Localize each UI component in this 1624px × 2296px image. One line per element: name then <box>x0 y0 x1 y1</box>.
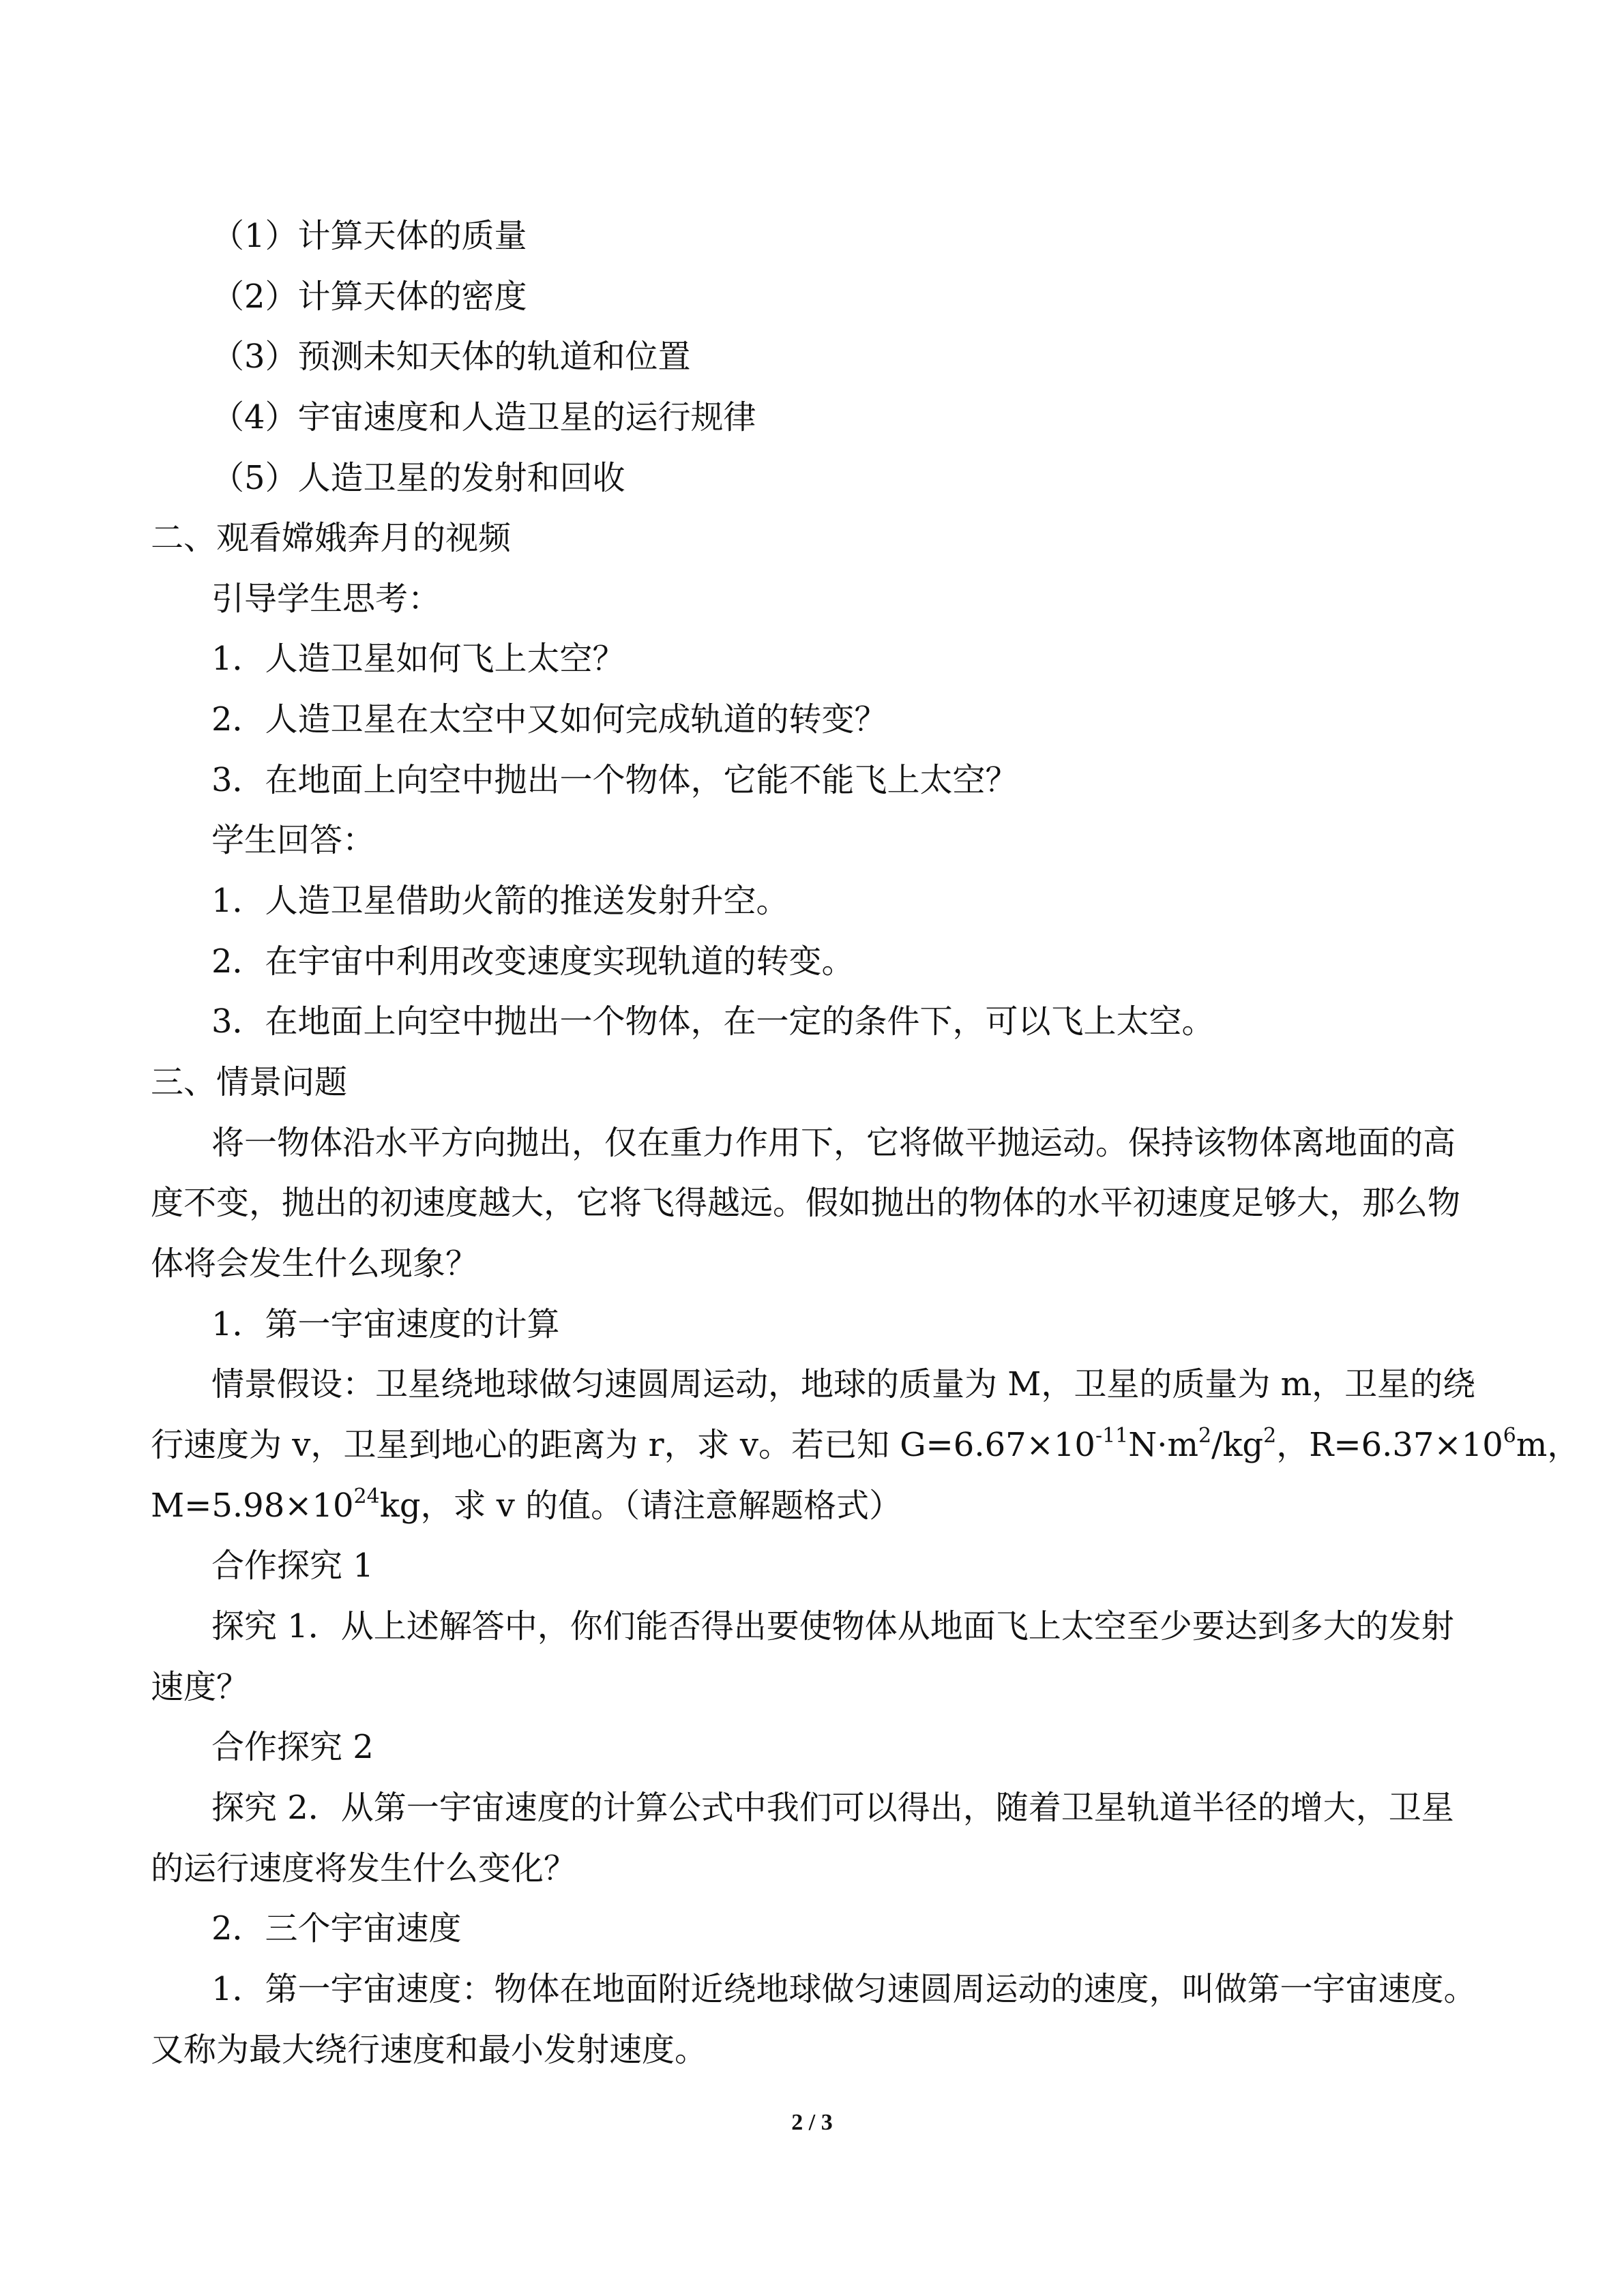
coop-inquiry-1-line-1: 探究 1．从上述解答中，你们能否得出要使物体从地面飞上太空至少要达到多大的发射 <box>211 1607 1454 1645</box>
hypothesis-line-3: $M=5.98\times 10^{24}kg$，求 v 的值。（请注意解题格式） <box>151 1485 902 1525</box>
coop-inquiry-2-line-1: 探究 2．从第一宇宙速度的计算公式中我们可以得出，随着卫星轨道半径的增大，卫星 <box>211 1789 1454 1827</box>
coop-inquiry-2-line-2: 的运行速度将发生什么变化？ <box>151 1849 577 1888</box>
question-1: 1．人造卫星如何飞上太空？ <box>211 640 625 678</box>
subheading-first-cosmic-velocity: 1．第一宇宙速度的计算 <box>211 1305 560 1343</box>
answer-1: 1．人造卫星借助火箭的推送发射升空。 <box>211 882 789 920</box>
hypothesis-line-1: 情景假设：卫星绕地球做匀速圆周运动，地球的质量为 M，卫星的质量为 m，卫星的绕 <box>211 1365 1476 1403</box>
intro-line-3: 体将会发生什么现象？ <box>151 1244 479 1283</box>
list-item-2: （2）计算天体的密度 <box>211 278 527 316</box>
coop-inquiry-1-title: 合作探究 1 <box>211 1547 374 1585</box>
definition-line-1: 1．第一宇宙速度：物体在地面附近绕地球做匀速圆周运动的速度，叫做第一宇宙速度。 <box>211 1970 1477 2008</box>
list-item-1: （1）计算天体的质量 <box>211 217 527 255</box>
answer-3: 3．在地面上向空中抛出一个物体，在一定的条件下，可以飞上太空。 <box>211 1002 1215 1041</box>
question-2: 2．人造卫星在太空中又如何完成轨道的转变？ <box>211 700 887 739</box>
prompt-label: 引导学生思考： <box>211 580 441 618</box>
section-heading-2: 二、观看嫦娥奔月的视频 <box>151 519 512 557</box>
section-heading-3: 三、情景问题 <box>151 1063 348 1101</box>
answer-label: 学生回答： <box>211 821 376 859</box>
list-item-3: （3）预测未知天体的轨道和位置 <box>211 338 691 376</box>
answer-2: 2．在宇宙中利用改变速度实现轨道的转变。 <box>211 942 855 981</box>
question-3: 3．在地面上向空中抛出一个物体，它能不能飞上太空？ <box>211 761 1018 799</box>
coop-inquiry-2-title: 合作探究 2 <box>211 1728 374 1766</box>
coop-inquiry-1-line-2: 速度？ <box>151 1668 250 1706</box>
list-item-5: （5）人造卫星的发射和回收 <box>211 459 625 497</box>
intro-line-2: 度不变，抛出的初速度越大，它将飞得越远。假如抛出的物体的水平初速度足够大，那么物 <box>151 1184 1461 1222</box>
page-number: 2 / 3 <box>791 2110 833 2135</box>
list-item-4: （4）宇宙速度和人造卫星的运行规律 <box>211 398 756 436</box>
hypothesis-line-2: 行速度为 v，卫星到地心的距离为 r，求 v。若已知 $G=6.67\times 10^{-11}N\cdot m^2/kg^2$，$R=6.37\times 10^6m$， <box>151 1424 1580 1464</box>
definition-line-2: 又称为最大绕行速度和最小发射速度。 <box>151 2031 708 2069</box>
intro-line-1: 将一物体沿水平方向抛出，仅在重力作用下，它将做平抛运动。保持该物体离地面的高 <box>211 1124 1456 1162</box>
subheading-three-cosmic-velocities: 2．三个宇宙速度 <box>211 1909 462 1948</box>
